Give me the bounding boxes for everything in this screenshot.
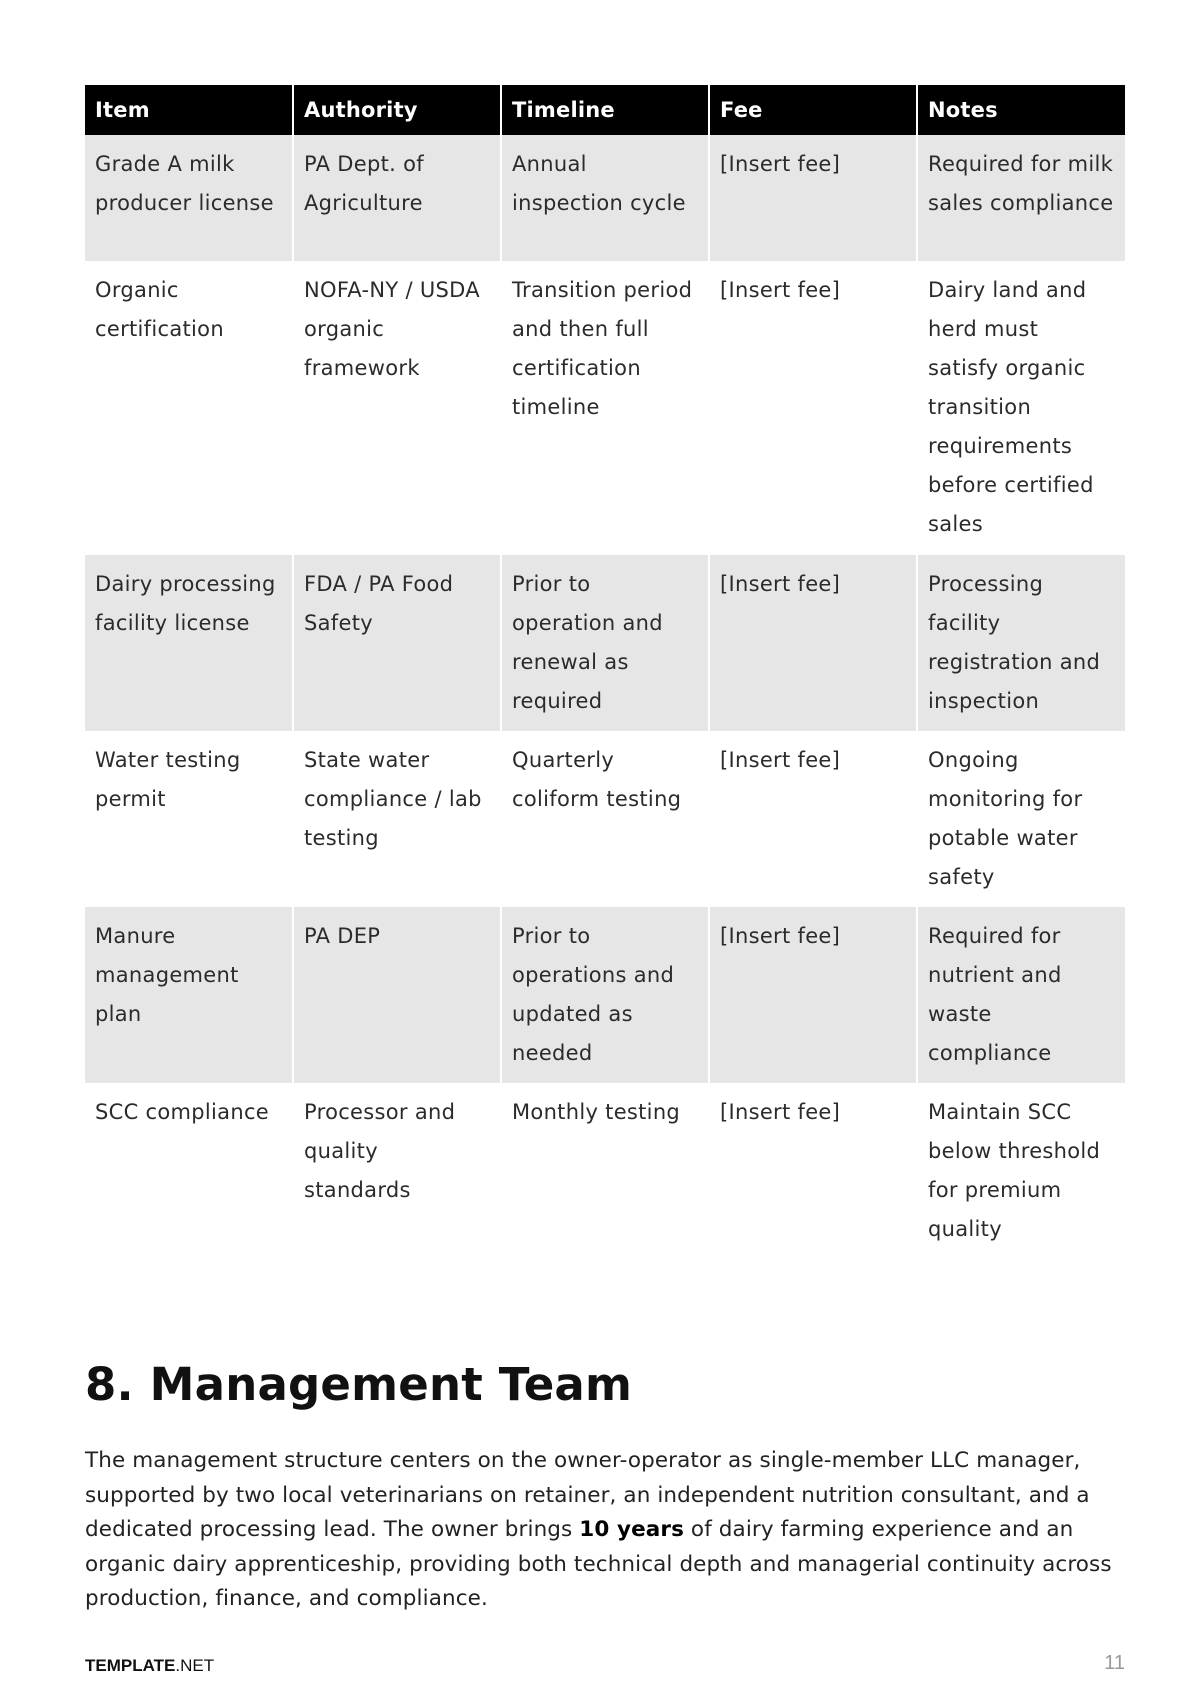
table-row xyxy=(85,261,1125,555)
header-fee: Fee xyxy=(709,85,917,135)
cell-fee: [Insert fee] xyxy=(709,1083,917,1259)
cell-timeline: Annual inspection cycle xyxy=(501,135,709,261)
cell-authority: Processor and quality standards xyxy=(293,1083,501,1259)
paragraph-text-end: of dairy farming experience and an organic dairy apprenticeship, providing both technical depth and managerial continuity across production, finance, and compliance. xyxy=(85,1517,1112,1611)
cell-authority: FDA / PA Food Safety xyxy=(293,555,501,731)
cell-item: SCC compliance xyxy=(85,1083,293,1259)
cell-notes: Ongoing monitoring for potable water safety xyxy=(917,731,1125,907)
cell-item: Water testing permit xyxy=(85,731,293,907)
cell-item: Dairy processing facility license xyxy=(85,555,293,731)
cell-notes: Maintain SCC below threshold for premium quality xyxy=(917,1083,1125,1259)
cell-notes: Required for nutrient and waste compliance xyxy=(917,907,1125,1083)
cell-item: Organic certification xyxy=(85,261,293,555)
header-item: Item xyxy=(85,85,293,135)
table-header-row xyxy=(85,85,1125,135)
cell-notes: Required for milk sales compliance xyxy=(917,135,1125,261)
cell-item: Manure management plan xyxy=(85,907,293,1083)
cell-fee: [Insert fee] xyxy=(709,261,917,555)
header-authority: Authority xyxy=(293,85,501,135)
cell-fee: [Insert fee] xyxy=(709,135,917,261)
cell-fee: [Insert fee] xyxy=(709,907,917,1083)
table-row xyxy=(85,731,1125,907)
cell-authority: PA Dept. of Agriculture xyxy=(293,135,501,261)
footer-logo-suffix: .NET xyxy=(175,1656,215,1675)
cell-authority: State water compliance / lab testing xyxy=(293,731,501,907)
cell-authority: PA DEP xyxy=(293,907,501,1083)
footer-logo xyxy=(85,1656,214,1676)
cell-timeline: Monthly testing xyxy=(501,1083,709,1259)
header-notes: Notes xyxy=(917,85,1125,135)
paragraph-text-start: The management structure centers on the owner-operator as single-member LLC manager, supported by two local veterinarians on retainer, an independent nutrition consultant, and a dedicated processing lead. The owner brings xyxy=(85,1448,1090,1542)
table-row xyxy=(85,135,1125,261)
table-row xyxy=(85,1083,1125,1259)
permits-table xyxy=(85,85,1125,1259)
cell-fee: [Insert fee] xyxy=(709,555,917,731)
cell-authority: NOFA-NY / USDA organic framework xyxy=(293,261,501,555)
section-heading: 8. Management Team xyxy=(85,1358,633,1411)
cell-timeline: Transition period and then full certification timeline xyxy=(501,261,709,555)
header-timeline: Timeline xyxy=(501,85,709,135)
cell-timeline: Quarterly coliform testing xyxy=(501,731,709,907)
section-paragraph xyxy=(85,1444,1125,1617)
cell-timeline: Prior to operation and renewal as required xyxy=(501,555,709,731)
table-row xyxy=(85,907,1125,1083)
page-number: 11 xyxy=(1104,1652,1125,1674)
cell-timeline: Prior to operations and updated as needed xyxy=(501,907,709,1083)
cell-fee: [Insert fee] xyxy=(709,731,917,907)
cell-notes: Processing facility registration and inspection xyxy=(917,555,1125,731)
cell-item: Grade A milk producer license xyxy=(85,135,293,261)
footer-logo-bold: TEMPLATE xyxy=(85,1656,176,1675)
table-row xyxy=(85,555,1125,731)
paragraph-emphasis: 10 years xyxy=(579,1517,684,1542)
cell-notes: Dairy land and herd must satisfy organic transition requirements before certified sales xyxy=(917,261,1125,555)
